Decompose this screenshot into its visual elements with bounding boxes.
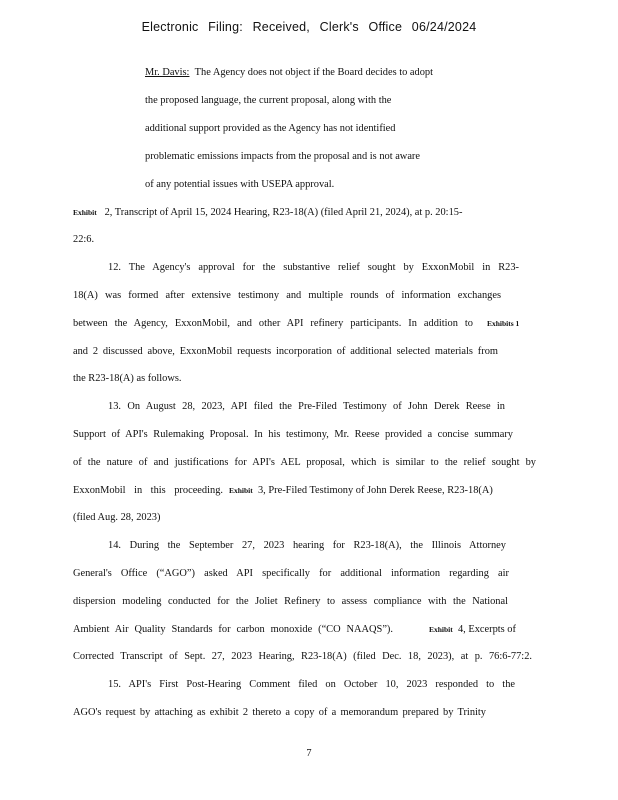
efiling-header: Electronic Filing: Received, Clerk's Office 06/24/2024 bbox=[141, 20, 477, 34]
para13-exhibit-label: Exhibit bbox=[229, 486, 253, 495]
para15-line-2: AGO's request by attaching as exhibit 2 thereto a copy of a memorandum prepared by Trinity bbox=[73, 707, 486, 718]
citation-text: 2, Transcript of April 15, 2024 Hearing, R23-18(A) (filed April 21, 2024), at p. 20:15- bbox=[104, 207, 463, 218]
para14-line-4 bbox=[73, 623, 516, 637]
para13-text-5: 3, Pre-Filed Testimony of John Derek Reese, R23-18(A) bbox=[257, 485, 493, 496]
quote-speaker: Mr. Davis: bbox=[145, 67, 190, 78]
quote-line-5: of any potential issues with USEPA approval. bbox=[145, 179, 335, 190]
para12-text-3: between the Agency, ExxonMobil, and other API refinery participants. In addition to bbox=[73, 318, 473, 329]
para12-line-4: and 2 discussed above, ExxonMobil requests incorporation of additional selected materials from bbox=[73, 346, 498, 357]
para13-line-2: Support of API's Rulemaking Proposal. In his testimony, Mr. Reese provided a concise summary bbox=[73, 429, 513, 440]
para14-text-4: Ambient Air Quality Standards for carbon monoxide (“CO NAAQS”). bbox=[73, 624, 393, 635]
page-number: 7 bbox=[306, 748, 312, 759]
para14-exhibit-label: Exhibit bbox=[429, 625, 453, 634]
citation-line-1 bbox=[73, 206, 462, 220]
para12-line-1: 12. The Agency's approval for the substantive relief sought by ExxonMobil in R23- bbox=[108, 262, 519, 273]
para12-line-2: 18(A) was formed after extensive testimony and multiple rounds of information exchanges bbox=[73, 290, 501, 301]
para14-line-3: dispersion modeling conducted for the Joliet Refinery to assess compliance with the National bbox=[73, 596, 508, 607]
quote-line-1 bbox=[145, 66, 433, 80]
para12-exhibits-label: Exhibits 1 bbox=[487, 319, 520, 328]
para13-line-1: 13. On August 28, 2023, API filed the Pre-Filed Testimony of John Derek Reese in bbox=[108, 401, 505, 412]
quote-line-2: the proposed language, the current proposal, along with the bbox=[145, 95, 392, 106]
para14-text-5: 4, Excerpts of bbox=[457, 624, 516, 635]
quote-text-1: The Agency does not object if the Board decides to adopt bbox=[194, 67, 433, 78]
para14-line-6: Corrected Transcript of Sept. 27, 2023 Hearing, R23-18(A) (filed Dec. 18, 2023), at p. 76:6-77:2. bbox=[73, 651, 532, 662]
para13-line-4 bbox=[73, 484, 493, 498]
para14-line-1: 14. During the September 27, 2023 hearing for R23-18(A), the Illinois Attorney bbox=[108, 540, 506, 551]
para13-line-6: (filed Aug. 28, 2023) bbox=[73, 512, 161, 523]
citation-exhibit-label: Exhibit bbox=[73, 208, 97, 217]
para13-text-4: ExxonMobil in this proceeding. bbox=[73, 485, 223, 496]
para14-line-2: General's Office (“AGO”) asked API specifically for additional information regarding air bbox=[73, 568, 509, 579]
para12-line-5: the R23-18(A) as follows. bbox=[73, 373, 182, 384]
quote-line-4: problematic emissions impacts from the proposal and is not aware bbox=[145, 151, 420, 162]
para15-line-1: 15. API's First Post-Hearing Comment filed on October 10, 2023 responded to the bbox=[108, 679, 515, 690]
para12-line-3 bbox=[73, 317, 543, 331]
para13-line-3: of the nature of and justifications for API's AEL proposal, which is similar to the relief sought by bbox=[73, 457, 536, 468]
citation-line-2: 22:6. bbox=[73, 234, 95, 245]
quote-line-3: additional support provided as the Agency has not identified bbox=[145, 123, 396, 134]
